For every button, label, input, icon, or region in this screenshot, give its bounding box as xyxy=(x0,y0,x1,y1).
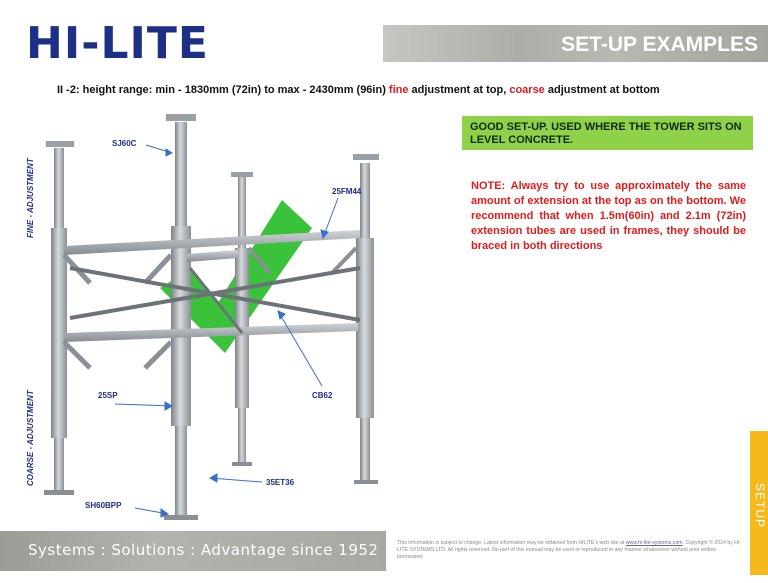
label-fine-adjustment: FINE - ADJUSTMENT xyxy=(26,158,35,238)
label-sj60c: SJ60C xyxy=(112,139,137,148)
height-range-subtitle xyxy=(57,84,747,96)
subtitle-part-3: adjustment at bottom xyxy=(544,84,660,96)
subtitle-part-1: II -2: height range: min - 1830mm (72in) to max - 2430mm (96in) xyxy=(57,84,389,96)
label-35et36: 35ET36 xyxy=(266,478,295,487)
label-25sp: 25SP xyxy=(98,391,118,400)
post-top-plate xyxy=(46,141,74,147)
subtitle-part-2: adjustment at top, xyxy=(408,84,510,96)
subtitle-fine: fine xyxy=(388,84,409,96)
disclaimer-text-1: This information is subject to change. Latest information may be obtained from HILITE's web site at xyxy=(397,540,626,546)
good-setup-box: GOOD SET-UP. USED WHERE THE TOWER SITS ON LEVEL CONCRETE. xyxy=(462,116,753,150)
label-25fm44: 25FM44 xyxy=(332,187,362,196)
website-link[interactable]: www.hi-lite-systems.com xyxy=(625,540,683,546)
section-title: SET-UP EXAMPLES xyxy=(561,33,758,56)
post-base-plate xyxy=(44,490,74,495)
footer-disclaimer xyxy=(397,540,742,561)
disclaimer-text-2: . Copyright © 2024 by HI-LITE SYSTEMS LTD. All rights reserved. No part of this manual may be used or reproduced in any manner whatsoever without prior written permission. xyxy=(397,540,742,560)
label-cb62: CB62 xyxy=(312,391,333,400)
label-coarse-adjustment: COARSE - ADJUSTMENT xyxy=(26,390,35,486)
post-top-plate xyxy=(166,114,196,121)
post-base-plate xyxy=(232,462,252,466)
post-top-plate xyxy=(353,154,379,160)
side-tab-label: SETUP xyxy=(753,483,767,529)
post-base-plate xyxy=(164,515,198,520)
subtitle-coarse: coarse xyxy=(509,84,545,96)
post-base-plate xyxy=(354,480,378,484)
setup-side-tab[interactable] xyxy=(750,431,768,575)
footer-slogan: Systems : Solutions : Advantage since 1952 xyxy=(28,541,379,559)
footer-slogan-bar xyxy=(0,531,386,571)
note-text: NOTE: Always try to use approximately the same amount of extension at the top as on the bottom. We recommend that when 1.5m(60in) and 2.1m (72in) extension tubes are used in frames, they should be braced in both directions xyxy=(471,180,746,252)
post-top-plate xyxy=(231,172,253,177)
tower-illustration xyxy=(20,108,430,528)
section-title-bar xyxy=(383,25,768,62)
shoring-tower-diagram xyxy=(20,108,430,528)
label-sh60bpp: SH60BPP xyxy=(85,501,122,510)
hilite-logo: HI-LITE xyxy=(26,18,209,69)
